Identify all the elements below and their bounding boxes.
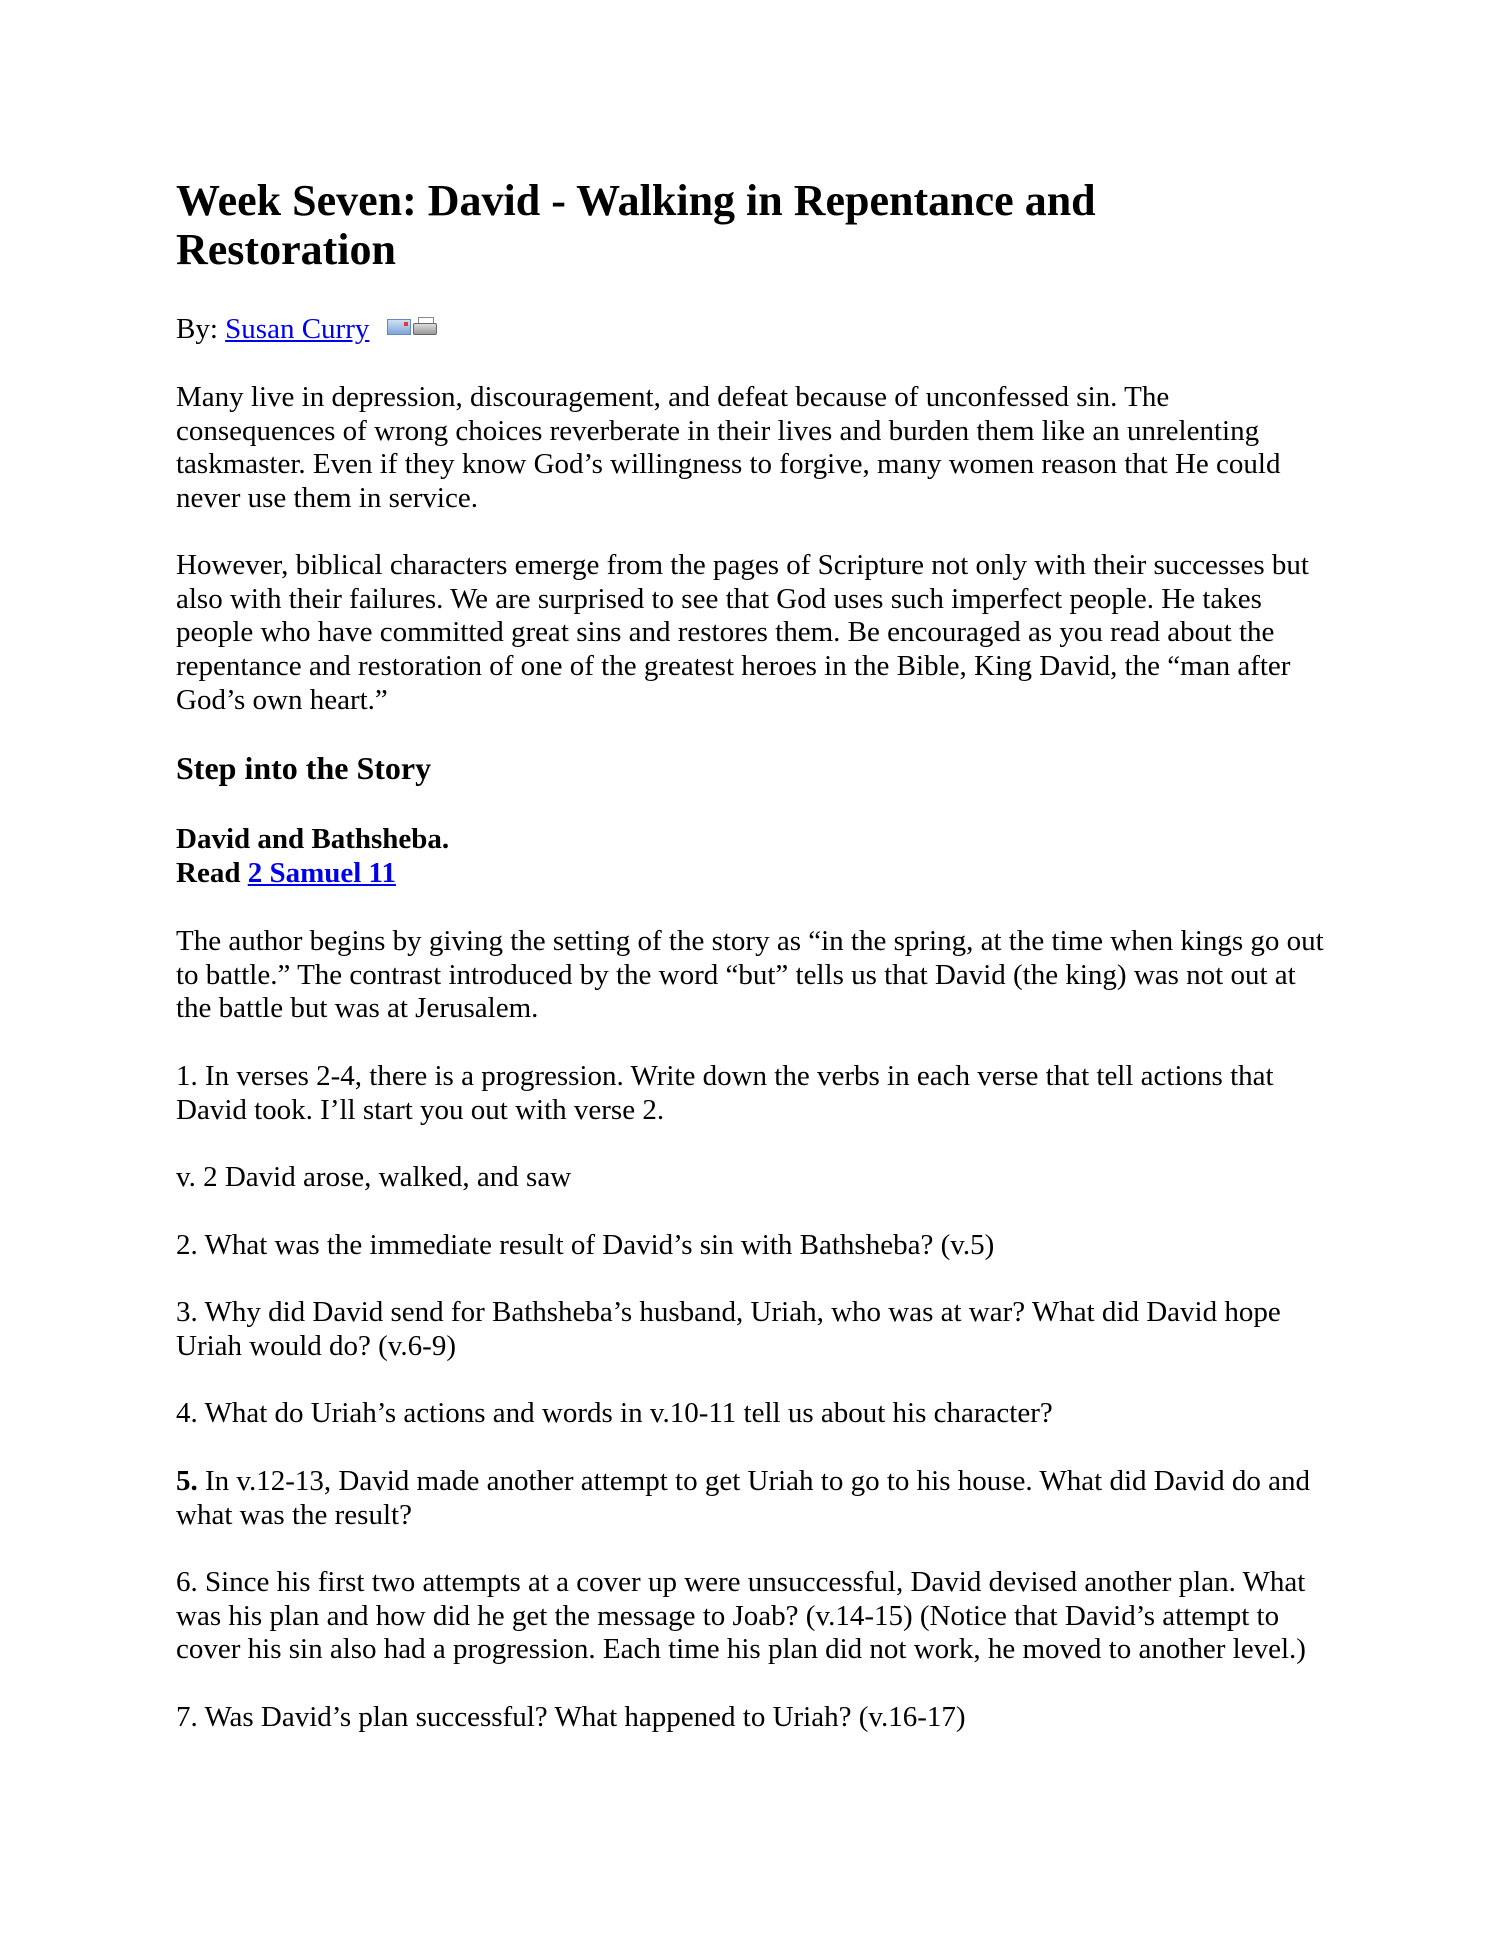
question-3: 3. Why did David send for Bathsheba’s husband, Uriah, who was at war? What did David hope Uriah would do? (v.6-9) bbox=[176, 1296, 1281, 1362]
question-1: 1. In verses 2-4, there is a progression. Write down the verbs in each verse that tell actions that David took. I’ll start you out with verse 2. bbox=[176, 1060, 1274, 1126]
author-link[interactable]: Susan Curry bbox=[225, 313, 370, 345]
question-5-text: In v.12-13, David made another attempt to get Uriah to go to his house. What did David do and what was the result? bbox=[176, 1465, 1310, 1531]
question-5-number: 5. bbox=[176, 1465, 198, 1497]
example-answer: v. 2 David arose, walked, and saw bbox=[176, 1161, 572, 1193]
read-label: Read bbox=[176, 856, 241, 889]
email-icon[interactable] bbox=[387, 319, 411, 335]
question-6: 6. Since his first two attempts at a cover up were unsuccessful, David devised another plan. What was his plan and how did he get the message to Joab? (v.14-15) (Notice that David’s attempt to cover his sin also had a progression. Each time his plan did not work, he moved to another level.) bbox=[176, 1566, 1306, 1666]
byline bbox=[176, 313, 1326, 347]
question-2: 2. What was the immediate result of David’s sin with Bathsheba? (v.5) bbox=[176, 1229, 995, 1261]
intro-paragraph: However, biblical characters emerge from the pages of Scripture not only with their successes but also with their failures. We are surprised to see that God uses such imperfect people. He takes people who have committed great sins and restores them. Be encouraged as you read about the repentance and restoration of one of the greatest heroes in the Bible, King David, the “man after God’s own heart.” bbox=[176, 549, 1309, 716]
print-icon[interactable] bbox=[413, 317, 437, 337]
question-4: 4. What do Uriah’s actions and words in v.10-11 tell us about his character? bbox=[176, 1397, 1053, 1429]
question-7: 7. Was David’s plan successful? What happened to Uriah? (v.16-17) bbox=[176, 1701, 966, 1733]
page-title: Week Seven: David - Walking in Repentance and Restoration bbox=[176, 176, 1096, 274]
section-heading: Step into the Story bbox=[176, 750, 432, 786]
subsection-title: David and Bathsheba. bbox=[176, 823, 450, 855]
intro-paragraph: Many live in depression, discouragement, and defeat because of unconfessed sin. The consequences of wrong choices reverberate in their lives and burden them like an unrelenting taskmaster. Even if they know God’s willingness to forgive, many women reason that He could never use them in service. bbox=[176, 381, 1281, 515]
scripture-link[interactable]: 2 Samuel 11 bbox=[247, 856, 396, 889]
question-5 bbox=[176, 1465, 1326, 1532]
setting-paragraph: The author begins by giving the setting of the story as “in the spring, at the time when kings go out to battle.” The contrast introduced by the word “but” tells us that David (the king) was not out at the battle but was at Jerusalem. bbox=[176, 925, 1324, 1025]
subsection bbox=[176, 823, 1326, 890]
byline-label: By: bbox=[176, 313, 218, 345]
